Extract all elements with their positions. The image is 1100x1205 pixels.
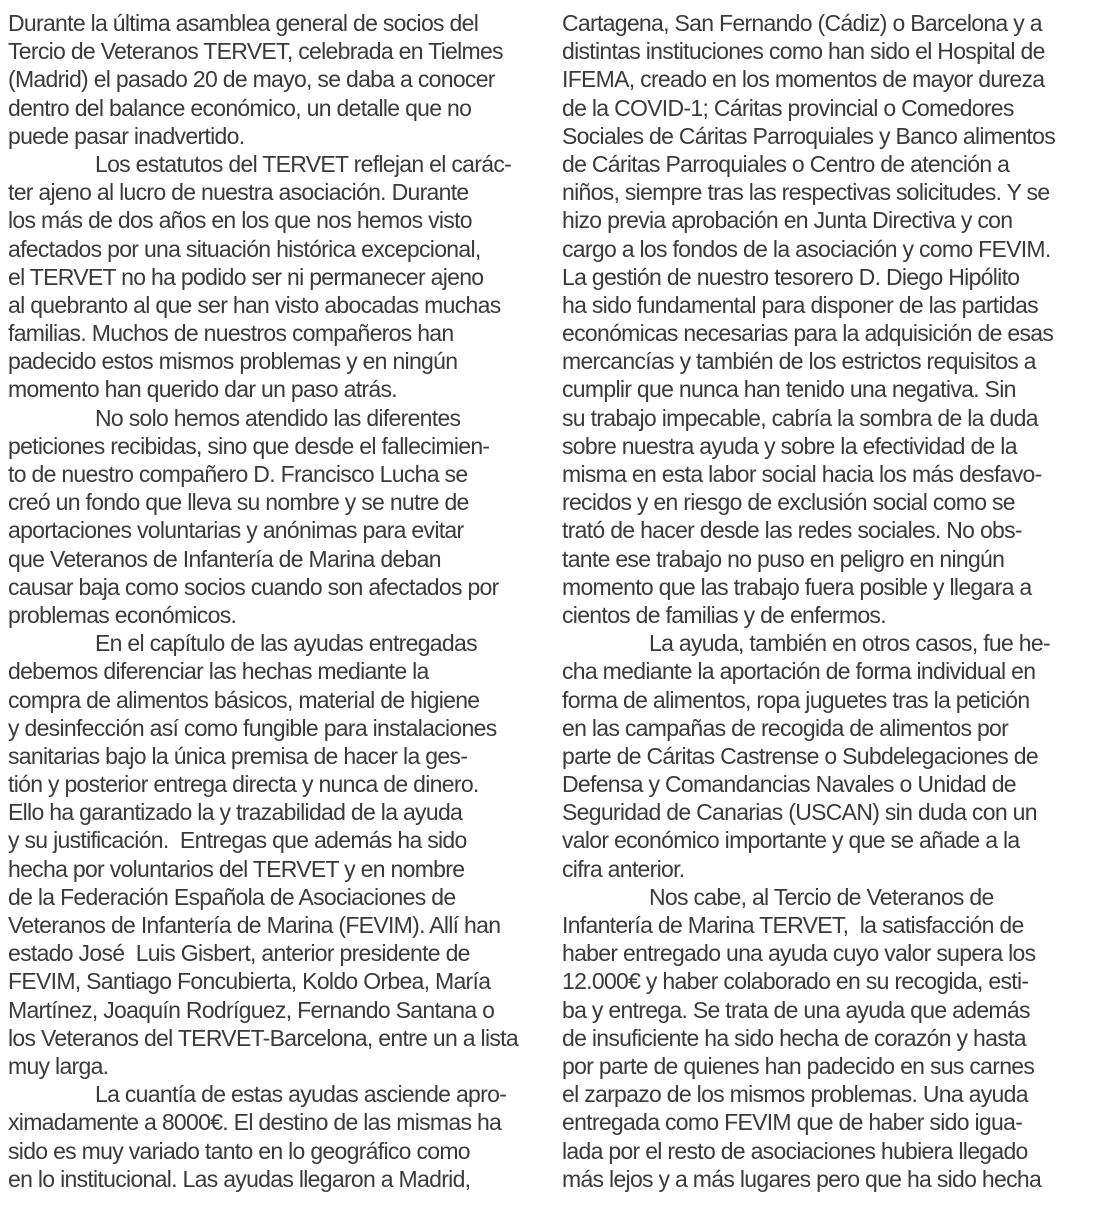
text-line: de la COVID-1; Cáritas provincial o Comedores: [562, 94, 1014, 121]
text-line: el TERVET no ha podido ser ni permanecer ajeno: [8, 263, 484, 290]
text-line: su trabajo impecable, cabría la sombra de la duda: [562, 404, 1038, 431]
text-line: La ayuda, también en otros casos, fue he-: [649, 630, 1050, 657]
text-line: estado José Luis Gisbert, anterior presidente de: [8, 940, 470, 967]
column-left-lines: [8, 9, 556, 1193]
text-line: en lo institucional. Las ayudas llegaron a Madrid,: [8, 1165, 471, 1192]
text-line: Tercio de Veteranos TERVET, celebrada en Tielmes: [8, 38, 503, 65]
text-line: que Veteranos de Infantería de Marina deban: [8, 545, 441, 572]
text-line: distintas instituciones como han sido el Hospital de: [562, 38, 1045, 65]
text-line: más lejos y a más lugares pero que ha sido hecha: [562, 1165, 1042, 1192]
text-line: Nos cabe, al Tercio de Veteranos de: [649, 883, 994, 910]
text-line: La cuantía de estas ayudas asciende apro-: [95, 1081, 507, 1108]
text-line: Defensa y Comandancias Navales o Unidad de: [562, 771, 1016, 798]
text-line: cientos de familias y de enfermos.: [562, 601, 886, 628]
text-line: cumplir que nunca han tenido una negativa. Sin: [562, 376, 1016, 403]
text-line: 12.000€ y haber colaborado en su recogida, esti-: [562, 968, 1029, 995]
text-line: tión y posterior entrega directa y nunca de dinero.: [8, 771, 479, 798]
text-line: económicas necesarias para la adquisición de esas: [562, 320, 1054, 347]
text-line: trató de hacer desde las redes sociales. No obs-: [562, 517, 1022, 544]
text-line: En el capítulo de las ayudas entregadas: [95, 630, 477, 657]
text-line: Cartagena, San Fernando (Cádiz) o Barcelona y a: [562, 10, 1042, 36]
text-line: valor económico importante y que se añade a la: [562, 827, 1020, 854]
text-line: Martínez, Joaquín Rodríguez, Fernando Santana o: [8, 996, 495, 1023]
clipped-previous-line: [8, 0, 556, 7]
text-line: entregada como FEVIM que de haber sido igua-: [562, 1109, 1023, 1136]
text-line: hizo previa aprobación en Junta Directiva y con: [562, 207, 1013, 234]
text-line: de insuficiente ha sido hecha de corazón y hasta: [562, 1024, 1026, 1051]
text-line: Infantería de Marina TERVET, la satisfacción de: [562, 912, 1024, 938]
text-line: ha sido fundamental para disponer de las partidas: [562, 291, 1038, 318]
text-line: FEVIM, Santiago Foncubierta, Koldo Orbea, María: [8, 968, 491, 995]
text-line: puede pasar inadvertido.: [8, 122, 245, 149]
text-line: causar baja como socios cuando son afectados por: [8, 573, 499, 600]
text-line: aportaciones voluntarias y anónimas para evitar: [8, 517, 464, 544]
article-column-right: [562, 0, 1096, 1193]
text-line: La gestión de nuestro tesorero D. Diego Hipólito: [562, 263, 1020, 290]
text-line: muy larga.: [8, 1052, 109, 1079]
text-line: momento han querido dar un paso atrás.: [8, 376, 397, 403]
text-line: cifra anterior.: [562, 855, 685, 882]
text-line: los Veteranos del TERVET-Barcelona, entre un a lista: [8, 1024, 518, 1051]
text-line: dentro del balance económico, un detalle que no: [8, 94, 472, 121]
text-line: mercancías y también de los estrictos requisitos a: [562, 348, 1036, 375]
text-line: Sociales de Cáritas Parroquiales y Banco alimentos: [562, 122, 1055, 149]
text-line: No solo hemos atendido las diferentes: [95, 404, 461, 431]
clipped-previous-line: [562, 0, 1096, 7]
text-line: debemos diferenciar las hechas mediante la: [8, 658, 429, 685]
text-line: Veteranos de Infantería de Marina (FEVIM). Allí han: [8, 912, 501, 938]
text-line: sido es muy variado tanto en lo geográfico como: [8, 1137, 470, 1164]
column-right-lines: [562, 9, 1096, 1193]
text-line: haber entregado una ayuda cuyo valor supera los: [562, 940, 1036, 967]
text-line: peticiones recibidas, sino que desde el fallecimien-: [8, 432, 490, 459]
text-line: al quebranto al que ser han visto abocadas muchas: [8, 291, 501, 318]
text-line: ter ajeno al lucro de nuestra asociación. Durante: [8, 179, 469, 206]
text-line: de Cáritas Parroquiales o Centro de atención a: [562, 150, 1010, 177]
text-line: (Madrid) el pasado 20 de mayo, se daba a conocer: [8, 66, 495, 93]
text-line: to de nuestro compañero D. Francisco Lucha se: [8, 461, 468, 487]
text-line: ximadamente a 8000€. El destino de las mismas ha: [8, 1109, 502, 1136]
text-line: forma de alimentos, ropa juguetes tras la petición: [562, 686, 1030, 713]
text-line: hecha por voluntarios del TERVET y en nombre: [8, 855, 465, 882]
text-line: por parte de quienes han padecido en sus carnes: [562, 1052, 1035, 1079]
text-line: afectados por una situación histórica excepcional,: [8, 235, 481, 262]
text-line: momento que las trabajo fuera posible y llegara a: [562, 573, 1032, 600]
text-line: misma en esta labor social hacia los más desfavo-: [562, 461, 1042, 487]
text-line: parte de Cáritas Castrense o Subdelegaciones de: [562, 742, 1038, 769]
article-column-left: [8, 0, 556, 1193]
text-line: en las campañas de recogida de alimentos por: [562, 714, 1009, 741]
text-line: Seguridad de Canarias (USCAN) sin duda con un: [562, 799, 1037, 826]
text-line: recidos y en riesgo de exclusión social como se: [562, 489, 1015, 516]
text-line: Durante la última asamblea general de socios del: [8, 10, 479, 36]
text-line: niños, siempre tras las respectivas solicitudes. Y se: [562, 179, 1050, 206]
text-line: compra de alimentos básicos, material de higiene: [8, 686, 480, 713]
text-line: Ello ha garantizado la y trazabilidad de la ayuda: [8, 799, 463, 826]
text-line: ba y entrega. Se trata de una ayuda que además: [562, 996, 1030, 1023]
text-line: familias. Muchos de nuestros compañeros han: [8, 320, 454, 347]
text-line: y su justificación. Entregas que además ha sido: [8, 827, 467, 854]
text-line: padecido estos mismos problemas y en ningún: [8, 348, 458, 375]
text-line: y desinfección así como fungible para instalaciones: [8, 714, 497, 741]
text-line: cargo a los fondos de la asociación y como FEVIM.: [562, 235, 1051, 262]
text-line: el zarpazo de los mismos problemas. Una ayuda: [562, 1081, 1028, 1108]
text-line: lada por el resto de asociaciones hubiera llegado: [562, 1137, 1028, 1164]
text-line: tante ese trabajo no puso en peligro en ningún: [562, 545, 1005, 572]
text-line: problemas económicos.: [8, 601, 237, 628]
text-line: sobre nuestra ayuda y sobre la efectividad de la: [562, 432, 1017, 459]
text-line: de la Federación Española de Asociaciones de: [8, 883, 456, 910]
text-line: IFEMA, creado en los momentos de mayor dureza: [562, 66, 1045, 93]
text-line: creó un fondo que lleva su nombre y se nutre de: [8, 489, 469, 516]
text-line: cha mediante la aportación de forma individual en: [562, 658, 1036, 685]
text-line: sanitarias bajo la única premisa de hacer la ges-: [8, 742, 468, 769]
text-line: los más de dos años en los que nos hemos visto: [8, 207, 472, 234]
text-line: Los estatutos del TERVET reflejan el carác-: [95, 150, 512, 177]
